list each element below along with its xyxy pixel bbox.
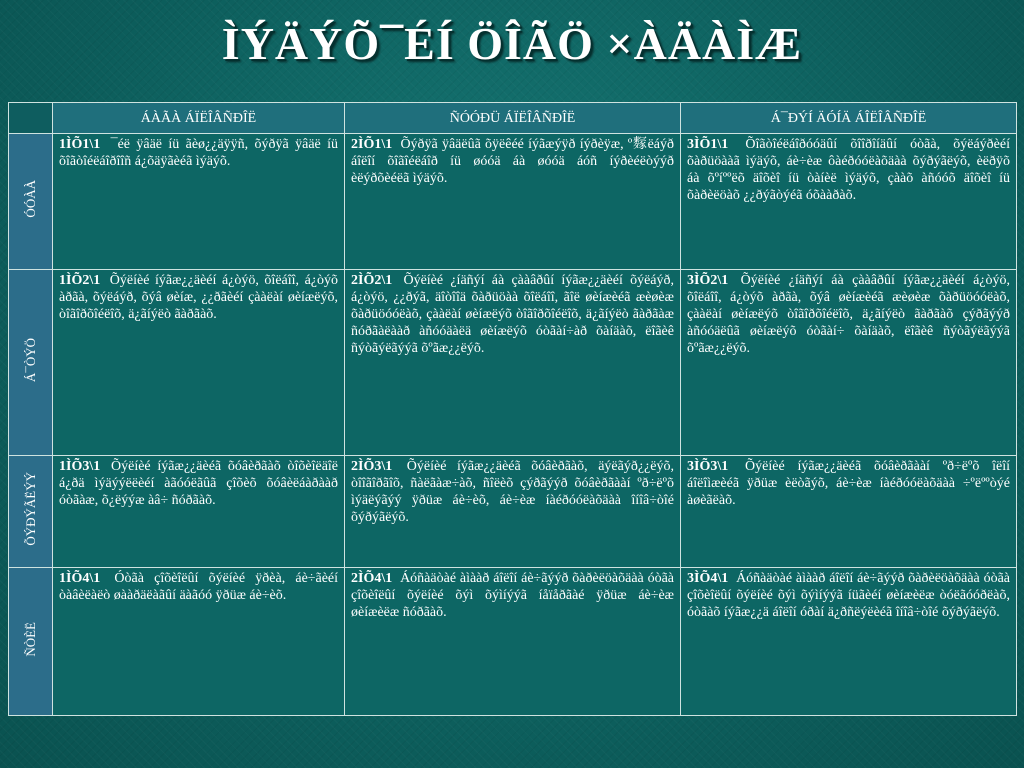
row-label-cell (9, 568, 53, 716)
row-label: Á¯ÒÝÖ (23, 337, 38, 383)
outcome-code: 2ÌÕ4\1 (351, 571, 393, 586)
column-header: Á¯ÐÝÍ ÄÓÍÄ ÁÎËÎÂÑÐÎË (681, 103, 1017, 134)
outcome-text: Õîãòîéëáîðóóäûí õîîðîíäûí óòãà, õýëáýðèéí õàðüöààã ìýäýõ, áè÷èæ ôàéðóóëàõäàà õýðýãëýõ, èëðÿõ áà õºíººëõ äîõèî íü òàíèë ìýäýõ, çààõ àñóóõ äîõèî íü õàðèëöàõ ¿¿ðýãòýéã óõààðàõ. (687, 137, 1010, 203)
table-cell (681, 270, 1017, 456)
outcome-text: Áóñàäòàé àìààð áîëîí áè÷ãýýð õàðèëöàõäàà óòãà çîõèîëûí õýëíèé õýì õýìíýýã íüãèéí øèíæèëæ òóëãóóðëàõ, óòãàõ íýãæ¿¿ä áîëîí óðàí ä¿ðñëýëèéã îíîâ÷òîé õýðýãëýõ. (687, 571, 1011, 620)
table-cell (345, 270, 681, 456)
table-cell (681, 568, 1017, 716)
corner-cell (9, 103, 53, 134)
outcome-code: 2ÌÕ3\1 (351, 459, 393, 474)
table-row (9, 456, 1017, 568)
table-row (9, 568, 1017, 716)
outcome-text: Áóñàäòàé àìààð áîëîí áè÷ãýýð õàðèëöàõäàà óòãà çîõèîëûí õýëíèé õýì õýìíýýã íåïåðãàé ÿðüæ áè÷èæ øèíæèëæ ñóðãàõ. (351, 571, 675, 620)
outcome-text: Óòãà çîõèîëûí õýëíèé ÿðèà, áè÷ãèéí òàâèëàëò øààðäëàãûí äàãóó ÿðüæ áè÷èõ. (59, 571, 339, 603)
row-label: ÑÒÈË (23, 621, 38, 657)
table-cell (345, 568, 681, 716)
column-header: ÁÀÃÀ ÁÏËÎÂÑÐÎË (53, 103, 345, 134)
outcome-text: Õýëíèé ¿íäñýí áà çààâðûí íýãæ¿¿äèéí á¿òýö, õîëáîî, á¿òýõ àðãà, õýâ øèíæèéã æèøèæ õàðüöóóëàõ, çààëàí øèíæëýõ òîãîðõîéëîõ, ä¿ãíýëò ãàðãàõ çýðãýýð àñóóäëûã øèíæëýõ óòãàí÷ õàíäàõ, ëîãèê ñýòãýëãýýã õºãæ¿¿ëýõ. (687, 273, 1010, 356)
table-cell (53, 456, 345, 568)
column-header: ÑÓÓÐÜ ÁÏËÎÂÑÐÎË (345, 103, 681, 134)
table-cell (345, 134, 681, 270)
outcome-code: 3ÌÕ3\1 (687, 459, 729, 474)
outcome-text: Õýëíèé íýãæ¿¿äèéã õóâèðãàõ, äýëãýð¿¿ëýõ, òîîãîðãîõ, ñàëãàæ÷àõ, ñîëèõ çýðãýýð õóâèðãààí ºð÷ëºõ ìýäëýãýý ÿðüæ áè÷èõ, áè÷èæ íàéðóóëàõäàà îíîâ÷òîé õýðýãëýõ. (351, 459, 674, 525)
outcome-code: 3ÌÕ4\1 (687, 571, 729, 586)
table-cell (681, 456, 1017, 568)
outcome-text: Õýëíèé íýãæ¿¿äèéí á¿òýö, õîëáîî, á¿òýõ àðãà, õýëáýð, õýâ øèíæ, ¿¿ðãèéí çààëàí øèíæëýõ, òîãîðõîéëîõ, ä¿ãíýëò ãàðãàõ. (59, 273, 339, 322)
outcome-code: 3ÌÕ1\1 (687, 137, 729, 152)
table-cell (53, 134, 345, 270)
outcome-text: Õýðÿã ÿâäëûã õÿëêéé íýãæýÿð íýðèÿæ, º䴿ëáýð áîëîí õîãîéëáîð íü øóóä áà øóóä áóñ íýðèéëòýýð èëýðõèéëã ìýäýõ. (351, 137, 675, 186)
table-cell (53, 270, 345, 456)
row-label-cell (9, 456, 53, 568)
outcome-code: 2ÌÕ2\1 (351, 273, 393, 288)
outcome-code: 1ÌÕ4\1 (59, 571, 101, 586)
row-label: ÕÝÐÝÃËÝÝ (23, 472, 38, 546)
table-row (9, 270, 1017, 456)
outcome-code: 1ÌÕ1\1 (59, 137, 101, 152)
slide-title: ÌÝÄÝÕ¯ÉÍ ÖÎÃÖ ×ÀÄÀÌÆ (221, 18, 803, 69)
table-cell (345, 456, 681, 568)
outcome-text: ¯éë ÿâäë íü ãèø¿¿äÿÿñ, õýðÿã ÿâäë íü õîãòîéëáîðîîñ á¿õäÿãèéã ìýäýõ. (59, 137, 338, 169)
table-row (9, 134, 1017, 270)
outcome-text: Õýëíèé íýãæ¿¿äèéã õóâèðãàõ òîõèîëäîë á¿ðä ìýäýýëëèéí àãóóëãûã çîõèõ õóâèëáàðààð óòãàæ, õ¿ëýýæ àâ÷ ñóðãàõ. (59, 459, 339, 508)
outcome-code: 2ÌÕ1\1 (351, 137, 393, 152)
row-label-cell (9, 270, 53, 456)
outcome-text: Õýëíèé ¿íäñýí áà çààâðûí íýãæ¿¿äèéí õýëáýð, á¿òýö, ¿¿ðýã, äîòîîä õàðüöàà õîëáîî, ãîë øèíæèéã æèøèæ õàðüöóóëàõ, çààëàí øèíæëýõ òîãîðõîéëîõ, ä¿ãíýëò ãàðãàæ ñóðãàëààð àñóóäàëä øèíæëýõ óòãàí÷àð õàíäàõ, ëîãèê ñýòãýëãýýã õºãæ¿¿ëýõ. (351, 273, 674, 356)
header-row (9, 103, 1017, 134)
table-cell (53, 568, 345, 716)
row-label: ÓÓÀÀ (23, 180, 38, 218)
table-cell (681, 134, 1017, 270)
outcome-code: 1ÌÕ2\1 (59, 273, 101, 288)
curriculum-table (8, 102, 1017, 716)
outcome-code: 3ÌÕ2\1 (687, 273, 729, 288)
outcome-text: Õýëíèé íýãæ¿¿äèéã õóâèðãààí ºð÷ëºõ îëîí áîëîìæèéã ÿðüæ èëòãýõ, áè÷èæ íàéðóóëàõäàà ÷ºëººòýé àøèãëàõ. (687, 459, 1010, 508)
row-label-cell (9, 134, 53, 270)
outcome-code: 1ÌÕ3\1 (59, 459, 101, 474)
